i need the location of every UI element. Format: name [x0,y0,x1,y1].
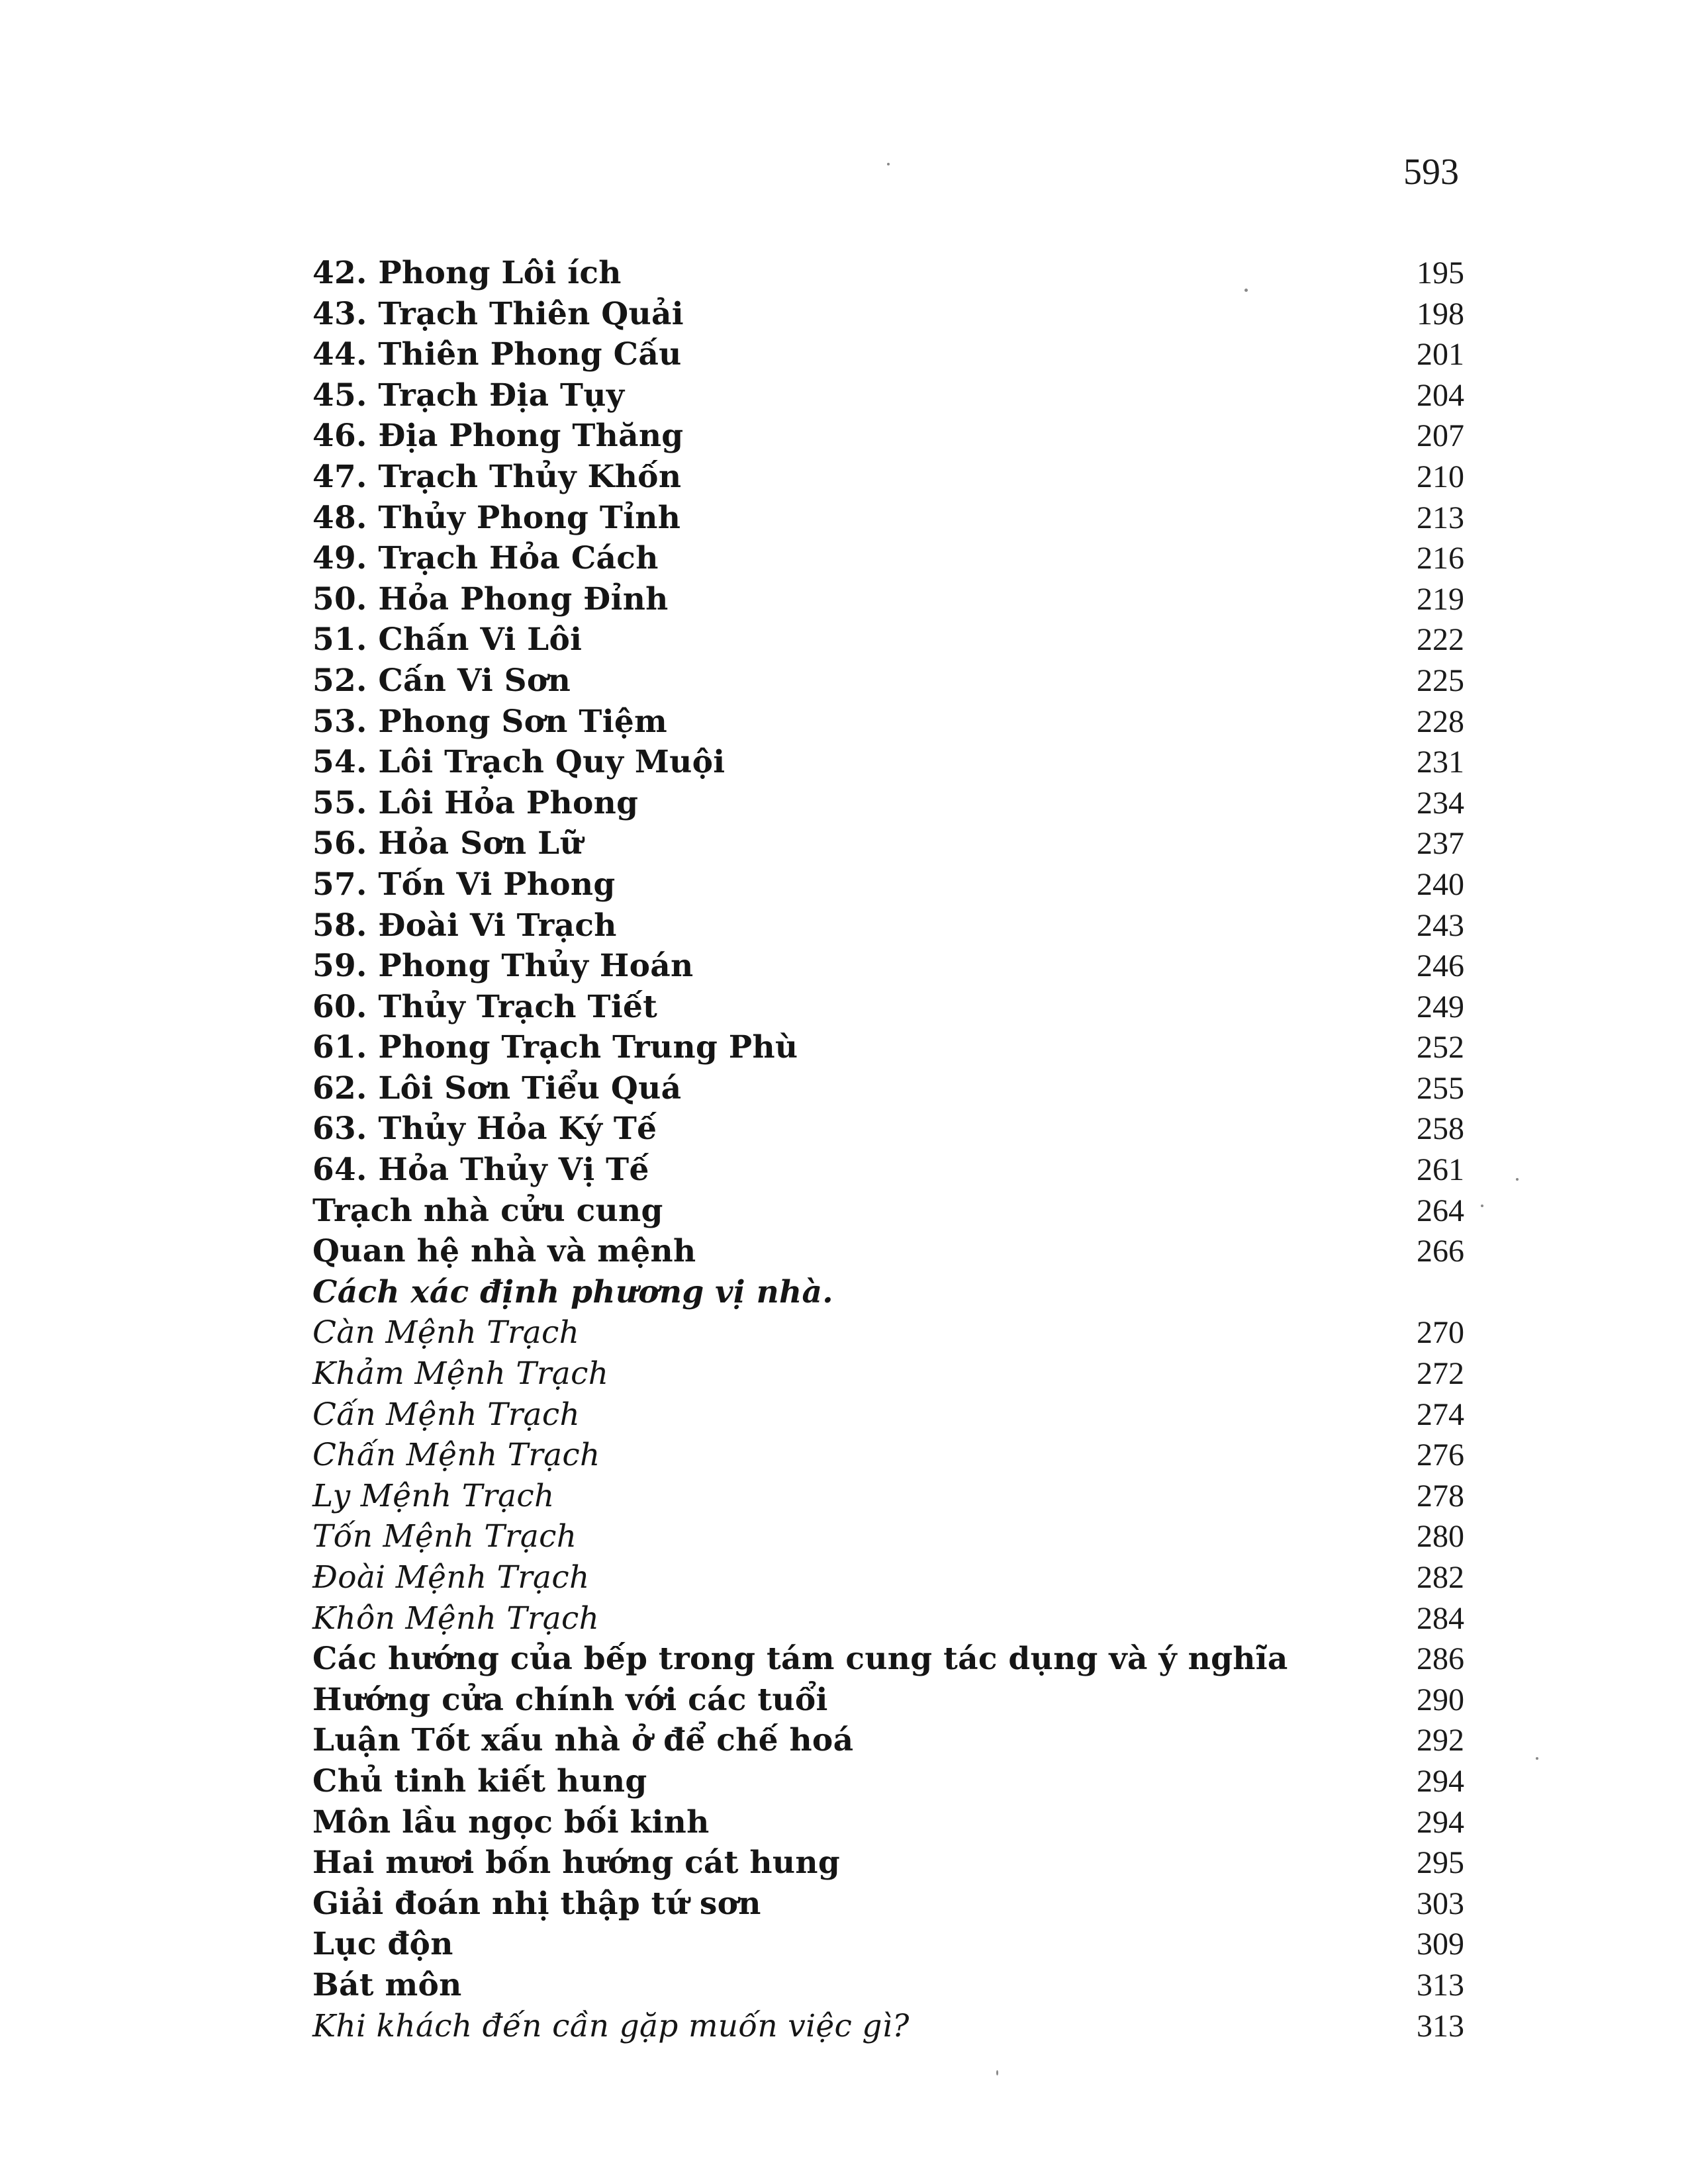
toc-row [312,1884,1464,1925]
toc-row [312,864,1464,905]
toc-row [312,1109,1464,1150]
toc-row [312,1150,1464,1191]
toc-entry-title: Đoài Mệnh Trạch [312,1559,590,1596]
toc-entry-title: 49. Trạch Hỏa Cách [312,540,659,577]
toc-entry-title: Khảm Mệnh Trạch [312,1355,609,1392]
toc-entry-title: 62. Lôi Sơn Tiểu Quá [312,1069,682,1107]
toc-entry-page: 261 [1417,1152,1464,1188]
toc-row [312,1191,1464,1232]
toc-entry-page: 294 [1417,1804,1464,1840]
toc-entry-title: 45. Trạch Địa Tụy [312,377,625,414]
toc-entry-title: Trạch nhà cửu cung [312,1192,663,1229]
scan-speck [1481,1205,1483,1207]
toc-entry-page: 274 [1417,1396,1464,1432]
toc-row [312,702,1464,743]
toc-row [312,946,1464,987]
toc-row [312,1720,1464,1761]
toc-row [312,1680,1464,1721]
toc-row [312,1557,1464,1598]
toc-entry-page: 210 [1417,459,1464,494]
toc-entry-title: 46. Địa Phong Thăng [312,418,684,455]
toc-entry-page: 276 [1417,1437,1464,1473]
toc-entry-page: 295 [1417,1845,1464,1881]
toc-entry-title: 60. Thủy Trạch Tiết [312,988,658,1025]
toc-row [312,1639,1464,1680]
toc-entry-page: 225 [1417,662,1464,698]
scan-speck [1516,1178,1519,1181]
toc-row [312,1516,1464,1557]
toc-entry-title: 51. Chấn Vi Lôi [312,621,583,659]
toc-entry-title: Quan hệ nhà và mệnh [312,1233,696,1270]
toc-row [312,1476,1464,1517]
toc-entry-page: 278 [1417,1478,1464,1514]
toc-entry-page: 264 [1417,1193,1464,1228]
page-number: 593 [1403,152,1459,193]
toc-row [312,579,1464,620]
scan-speck [996,2070,998,2075]
toc-row [312,1231,1464,1272]
toc-entry-page: 246 [1417,948,1464,984]
toc-entry-title: 58. Đoài Vi Trạch [312,907,617,944]
toc-entry-title: 42. Phong Lôi ích [312,255,622,291]
toc-entry-page: 313 [1417,2008,1464,2044]
toc-entry-page: 243 [1417,907,1464,943]
toc-entry-page: 284 [1417,1600,1464,1636]
toc-row [312,1027,1464,1068]
toc-row [312,1761,1464,1802]
toc-entry-page: 228 [1417,704,1464,739]
toc-entry-page: 313 [1417,1967,1464,2003]
toc-entry-page: 303 [1417,1886,1464,1921]
toc-row [312,742,1464,783]
toc-entry-title: Giải đoán nhị thập tứ sơn [312,1885,761,1922]
toc-entry-title: Bát môn [312,1966,462,2003]
toc-row [312,1394,1464,1435]
toc-row [312,253,1464,294]
toc-row [312,1068,1464,1109]
toc-entry-page: 219 [1417,581,1464,617]
toc-entry-page: 266 [1417,1234,1464,1269]
toc-entry-page: 201 [1417,337,1464,373]
toc-row [312,2006,1464,2047]
toc-row [312,1312,1464,1353]
toc-entry-title: Càn Mệnh Trạch [312,1314,580,1351]
toc-entry-page: 309 [1417,1927,1464,1962]
scan-speck [1536,1757,1538,1760]
toc-entry-title: 47. Trạch Thủy Khốn [312,458,682,495]
toc-entry-title: 50. Hỏa Phong Đỉnh [312,580,669,617]
toc-entry-title: Luận Tốt xấu nhà ở để chế hoá [312,1722,854,1759]
toc-entry-title: 54. Lôi Trạch Quy Muội [312,744,726,781]
toc-entry-title: 43. Trạch Thiên Quải [312,295,684,332]
toc-entry-title: 53. Phong Sơn Tiệm [312,703,668,740]
toc-entry-title: 52. Cấn Vi Sơn [312,662,571,699]
toc-entry-page: 216 [1417,541,1464,576]
toc-entry-page: 204 [1417,377,1464,413]
toc-entry-title: 44. Thiên Phong Cấu [312,336,682,373]
toc-row [312,1598,1464,1639]
toc-entry-title: 59. Phong Thủy Hoán [312,948,694,985]
toc-row [312,375,1464,416]
toc-entry-title: Lục độn [312,1926,453,1963]
toc-row [312,905,1464,946]
toc-entry-page: 280 [1417,1519,1464,1555]
toc-entry-page: 195 [1417,255,1464,291]
toc-entry-title: Các hướng của bếp trong tám cung tác dụng và ý nghĩa [312,1641,1288,1678]
toc-entry-title: Tốn Mệnh Trạch [312,1518,577,1555]
toc-entry-page: 294 [1417,1763,1464,1799]
toc-row [312,783,1464,824]
toc-entry-page: 286 [1417,1641,1464,1677]
toc-row [312,1843,1464,1884]
toc-entry-page: 272 [1417,1356,1464,1392]
toc-row [312,294,1464,335]
toc-entry-title: 55. Lôi Hỏa Phong [312,784,639,821]
toc-entry-title: Khôn Mệnh Trạch [312,1600,600,1637]
toc-entry-title: Ly Mệnh Trạch [312,1477,555,1514]
toc-entry-title: Khi khách đến cần gặp muốn việc gì? [312,2007,910,2044]
toc-row [312,1272,1464,1313]
toc-entry-title: 64. Hỏa Thủy Vị Tế [312,1152,649,1189]
toc-row [312,1353,1464,1394]
toc-entry-page: 237 [1417,826,1464,862]
toc-entry-page: 240 [1417,866,1464,902]
toc-row [312,660,1464,702]
toc-entry-page: 252 [1417,1030,1464,1066]
toc-entry-title: Cách xác định phương vị nhà. [312,1273,833,1310]
toc-entry-page: 231 [1417,745,1464,780]
toc-entry-page: 234 [1417,785,1464,821]
toc-entry-title: 56. Hỏa Sơn Lữ [312,825,583,862]
toc-entry-title: Môn lầu ngọc bối kinh [312,1803,710,1841]
toc-row [312,619,1464,660]
toc-entry-page: 290 [1417,1682,1464,1717]
scan-speck [1244,289,1248,292]
toc-row [312,1924,1464,1965]
toc-row [312,1802,1464,1843]
toc-entry-page: 198 [1417,296,1464,332]
toc-row [312,457,1464,498]
toc-entry-page: 255 [1417,1070,1464,1106]
toc-row [312,538,1464,579]
toc-entry-page: 292 [1417,1723,1464,1758]
scan-speck [887,163,890,165]
toc-entry-title: Hướng cửa chính với các tuổi [312,1681,828,1718]
toc-entry-title: 57. Tốn Vi Phong [312,866,616,903]
toc-row [312,498,1464,539]
toc-entry-title: Chủ tinh kiết hung [312,1762,647,1799]
table-of-contents [312,253,1464,2046]
toc-entry-title: 61. Phong Trạch Trung Phù [312,1029,798,1066]
toc-row [312,416,1464,457]
toc-entry-page: 213 [1417,500,1464,535]
toc-row [312,823,1464,864]
toc-entry-title: Chấn Mệnh Trạch [312,1437,600,1474]
toc-entry-title: 63. Thủy Hỏa Ký Tế [312,1111,657,1148]
toc-entry-page: 282 [1417,1560,1464,1595]
toc-row [312,987,1464,1028]
toc-entry-title: 48. Thủy Phong Tỉnh [312,499,681,536]
toc-entry-page: 270 [1417,1315,1464,1351]
toc-entry-page: 207 [1417,418,1464,454]
toc-entry-page: 222 [1417,622,1464,658]
toc-entry-page: 258 [1417,1111,1464,1147]
toc-row [312,1435,1464,1476]
toc-entry-page: 249 [1417,989,1464,1024]
toc-entry-title: Hai mươi bốn hướng cát hung [312,1844,841,1882]
toc-entry-title: Cấn Mệnh Trạch [312,1396,581,1433]
toc-row [312,334,1464,375]
toc-row [312,1965,1464,2006]
